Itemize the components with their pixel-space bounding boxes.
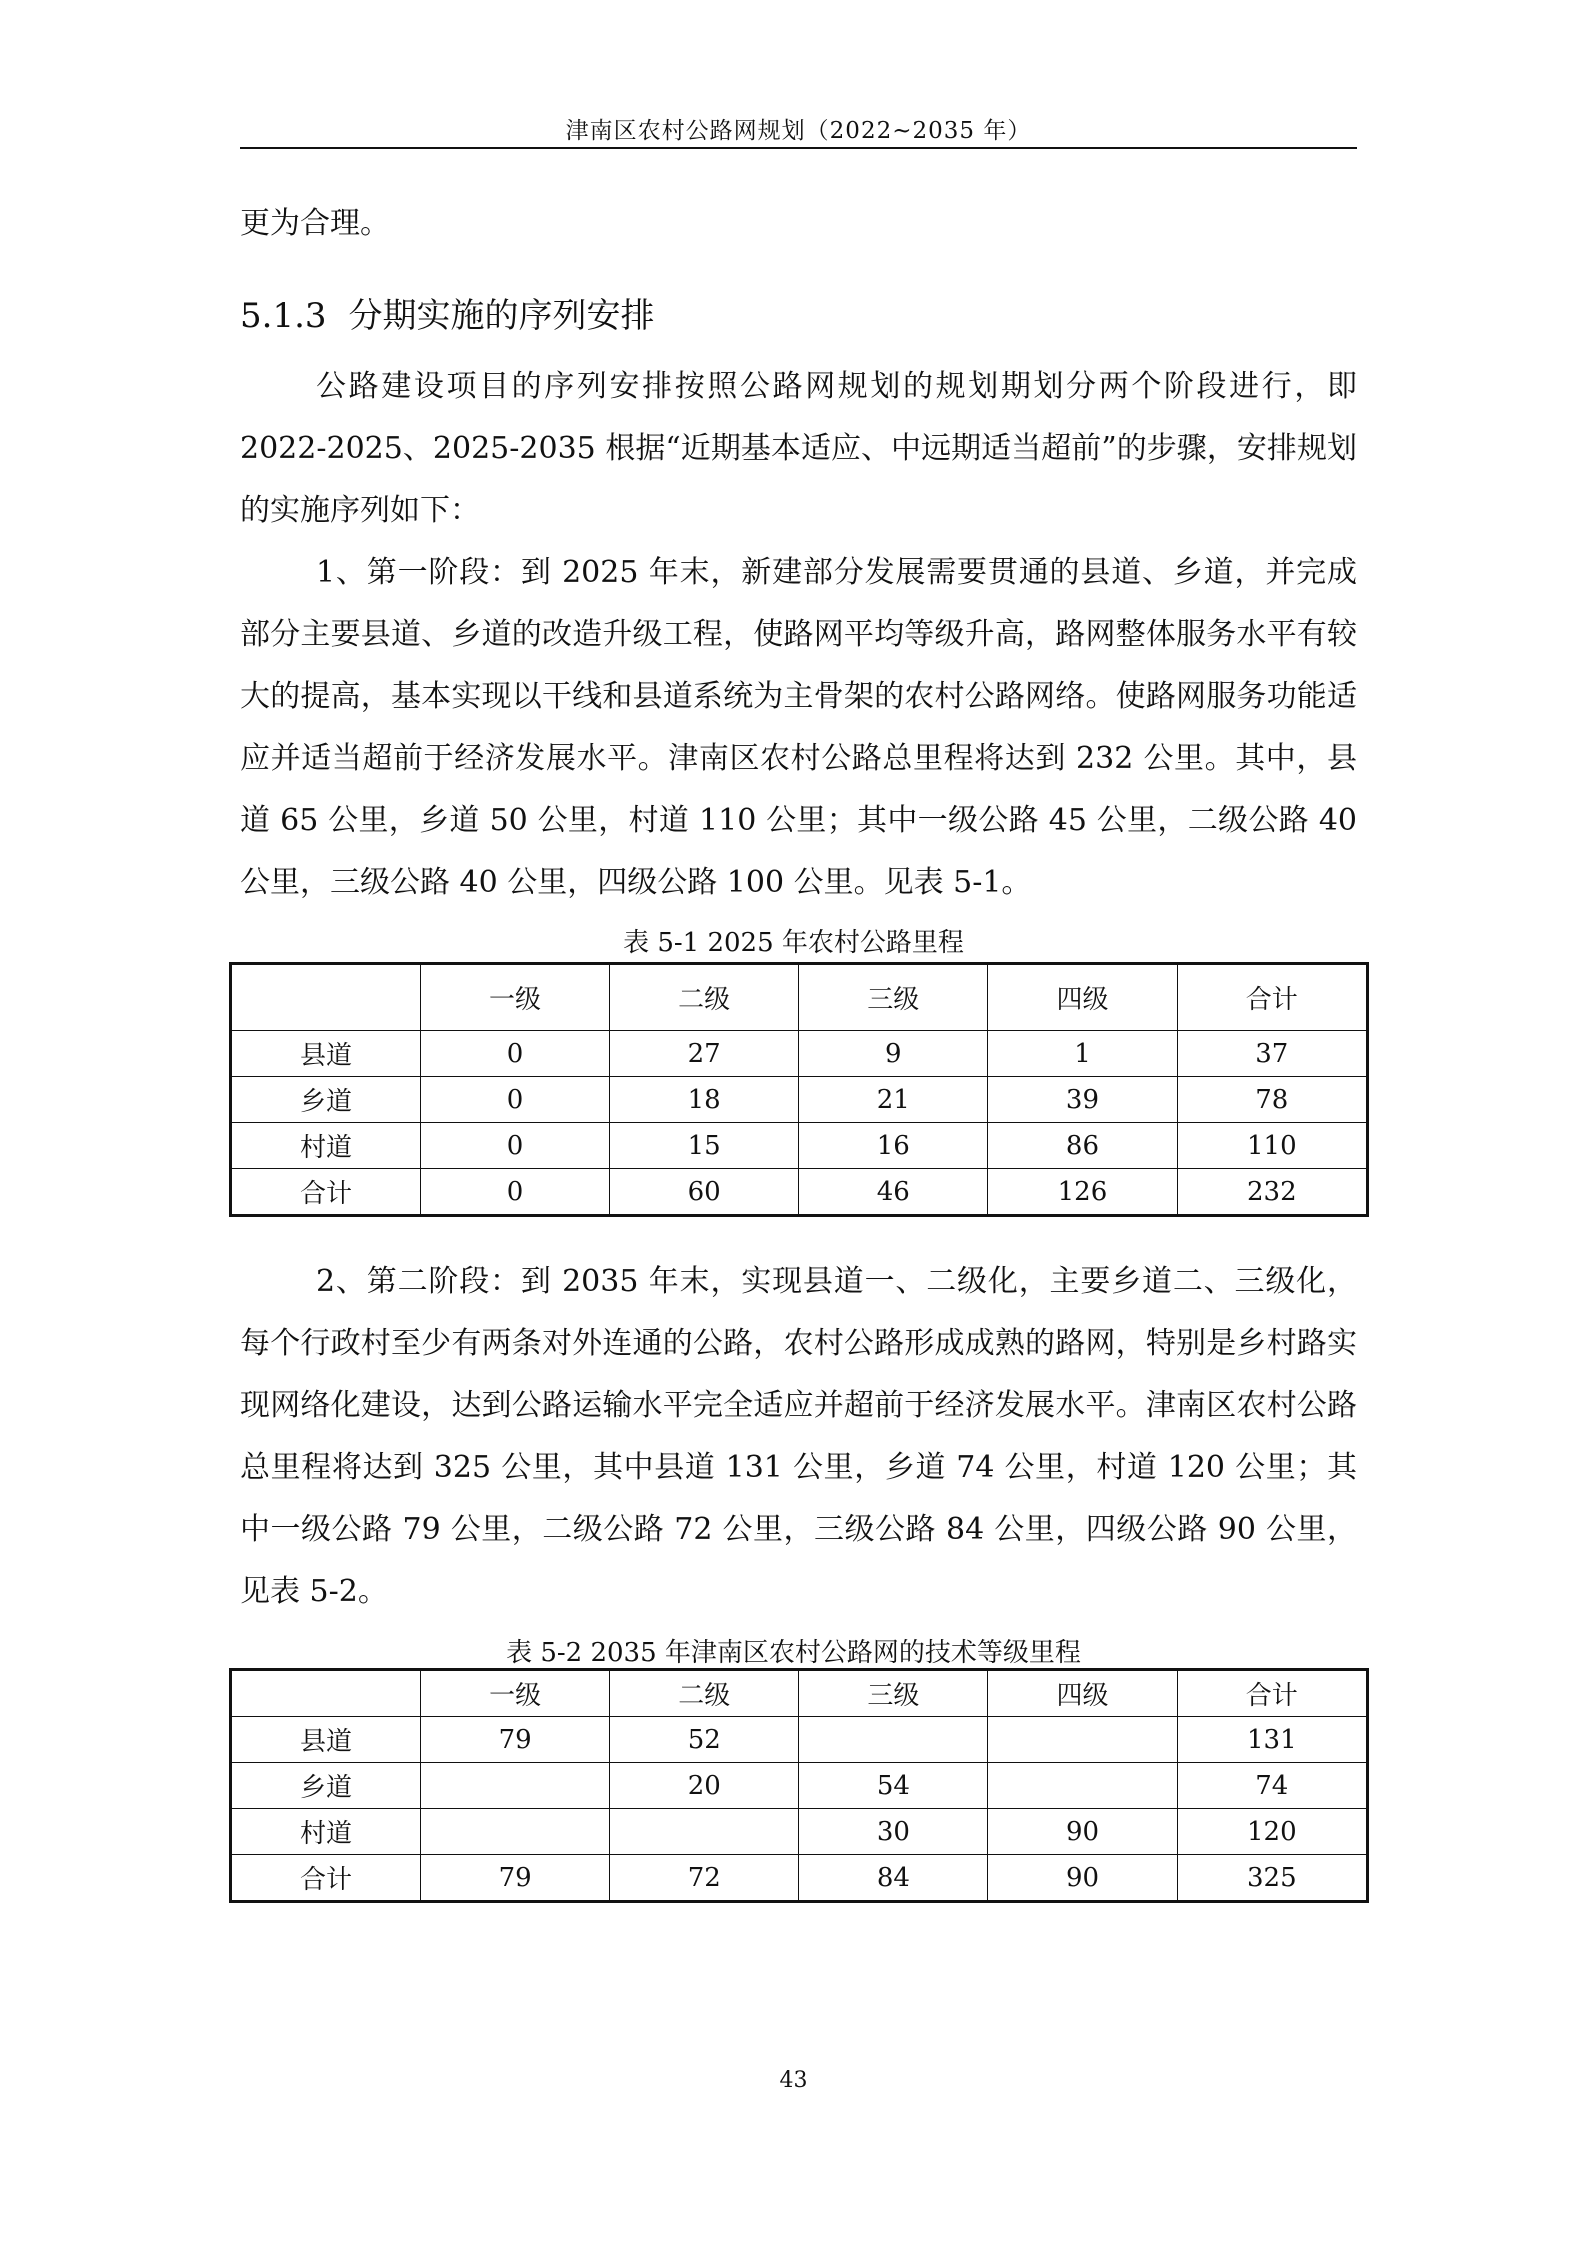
table-cell: 232 xyxy=(1177,1169,1367,1216)
header-cell: 二级 xyxy=(610,964,799,1031)
table-cell: 0 xyxy=(421,1123,610,1169)
table-cell xyxy=(421,1763,610,1809)
table-header-row xyxy=(231,964,1368,1031)
table-cell: 79 xyxy=(421,1717,610,1763)
header-cell xyxy=(231,1670,421,1717)
table-header-row xyxy=(231,1670,1368,1717)
row-label: 合计 xyxy=(231,1169,421,1216)
row-label: 县道 xyxy=(231,1031,421,1077)
section-heading xyxy=(240,288,655,337)
header-cell: 合计 xyxy=(1177,964,1367,1031)
header-cell: 合计 xyxy=(1177,1670,1367,1717)
table-cell: 325 xyxy=(1177,1855,1367,1902)
table-cell: 27 xyxy=(610,1031,799,1077)
table-cell: 46 xyxy=(799,1169,988,1216)
paragraph-stage-two: 2、第二阶段：到 2035 年末，实现县道一、二级化，主要乡道二、三级化，每个行政村至少有两条对外连通的公路，农村公路形成成熟的路网，特别是乡村路实现网络化建设，达到公路运输水平完全适应并超前于经济发展水平。津南区农村公路总里程将达到 325 公里，其中县道 131 公里，乡道 74 公里，村道 120 公里；其中一级公路 79 公里，二级公路 72 公里，三级公路 84 公里，四级公路 90 公里，见表 5-2。 xyxy=(240,1264,1357,1609)
row-label: 村道 xyxy=(231,1809,421,1855)
intro-text xyxy=(240,193,1357,255)
body-paragraphs-2 xyxy=(240,1251,1357,1623)
table-2025-mileage xyxy=(229,962,1369,1217)
header-cell: 三级 xyxy=(799,1670,988,1717)
table-cell: 74 xyxy=(1177,1763,1367,1809)
table-cell: 84 xyxy=(799,1855,988,1902)
table-cell: 39 xyxy=(988,1077,1177,1123)
table-cell: 18 xyxy=(610,1077,799,1123)
table-row xyxy=(231,1855,1368,1902)
header-cell xyxy=(231,964,421,1031)
table-row xyxy=(231,1123,1368,1169)
table-cell: 0 xyxy=(421,1077,610,1123)
table-cell: 86 xyxy=(988,1123,1177,1169)
table2-caption: 表 5-2 2035 年津南区农村公路网的技术等级里程 xyxy=(506,1638,1081,1668)
paragraph-stage-one: 1、第一阶段：到 2025 年末，新建部分发展需要贯通的县道、乡道，并完成部分主要县道、乡道的改造升级工程，使路网平均等级升高，路网整体服务水平有较大的提高，基本实现以干线和县道系统为主骨架的农村公路网络。使路网服务功能适应并适当超前于经济发展水平。津南区农村公路总里程将达到 232 公里。其中，县道 65 公里，乡道 50 公里，村道 110 公里；其中一级公路 45 公里，二级公路 40 公里，三级公路 40 公里，四级公路 100 公里。见表 5-1。 xyxy=(240,555,1357,900)
table-cell: 52 xyxy=(610,1717,799,1763)
table-cell: 16 xyxy=(799,1123,988,1169)
table-cell: 15 xyxy=(610,1123,799,1169)
table-cell: 120 xyxy=(1177,1809,1367,1855)
table-cell: 126 xyxy=(988,1169,1177,1216)
table-cell xyxy=(988,1763,1177,1809)
body-paragraphs-1 xyxy=(240,356,1357,914)
intro-paragraph: 更为合理。 xyxy=(240,206,390,241)
table-cell: 0 xyxy=(421,1031,610,1077)
table-cell xyxy=(988,1717,1177,1763)
table-cell: 78 xyxy=(1177,1077,1367,1123)
paragraph-sequence-intro: 公路建设项目的序列安排按照公路网规划的规划期划分两个阶段进行，即2022-2025、2025-2035 根据“近期基本适应、中远期适当超前”的步骤，安排规划的实施序列如下： xyxy=(240,369,1357,528)
row-label: 乡道 xyxy=(231,1077,421,1123)
header-rule xyxy=(240,147,1357,149)
table-cell: 54 xyxy=(799,1763,988,1809)
table-row xyxy=(231,1077,1368,1123)
table-cell xyxy=(610,1809,799,1855)
page-number: 43 xyxy=(779,2068,808,2093)
table-cell: 1 xyxy=(988,1031,1177,1077)
table-cell: 37 xyxy=(1177,1031,1367,1077)
table1-caption: 表 5-1 2025 年农村公路里程 xyxy=(623,928,964,958)
row-label: 合计 xyxy=(231,1855,421,1902)
table-cell: 9 xyxy=(799,1031,988,1077)
table-cell: 20 xyxy=(610,1763,799,1809)
table-row xyxy=(231,1763,1368,1809)
table-row xyxy=(231,1031,1368,1077)
table-cell: 72 xyxy=(610,1855,799,1902)
header-cell: 四级 xyxy=(988,1670,1177,1717)
table-cell xyxy=(799,1717,988,1763)
row-label: 县道 xyxy=(231,1717,421,1763)
table-row xyxy=(231,1717,1368,1763)
table-row xyxy=(231,1169,1368,1216)
section-title: 分期实施的序列安排 xyxy=(348,296,655,336)
header-cell: 二级 xyxy=(610,1670,799,1717)
header-cell: 一级 xyxy=(421,964,610,1031)
table-cell xyxy=(421,1809,610,1855)
row-label: 村道 xyxy=(231,1123,421,1169)
table-cell: 30 xyxy=(799,1809,988,1855)
table-cell: 90 xyxy=(988,1855,1177,1902)
table-cell: 90 xyxy=(988,1809,1177,1855)
table-cell: 131 xyxy=(1177,1717,1367,1763)
table-cell: 79 xyxy=(421,1855,610,1902)
row-label: 乡道 xyxy=(231,1763,421,1809)
header-cell: 一级 xyxy=(421,1670,610,1717)
running-header: 津南区农村公路网规划（2022~2035 年） xyxy=(565,118,1032,144)
table-row xyxy=(231,1809,1368,1855)
table-2035-grade-mileage xyxy=(229,1668,1369,1903)
table-cell: 110 xyxy=(1177,1123,1367,1169)
section-number: 5.1.3 xyxy=(240,296,327,336)
header-cell: 三级 xyxy=(799,964,988,1031)
table-cell: 0 xyxy=(421,1169,610,1216)
header-cell: 四级 xyxy=(988,964,1177,1031)
table-cell: 21 xyxy=(799,1077,988,1123)
table-cell: 60 xyxy=(610,1169,799,1216)
